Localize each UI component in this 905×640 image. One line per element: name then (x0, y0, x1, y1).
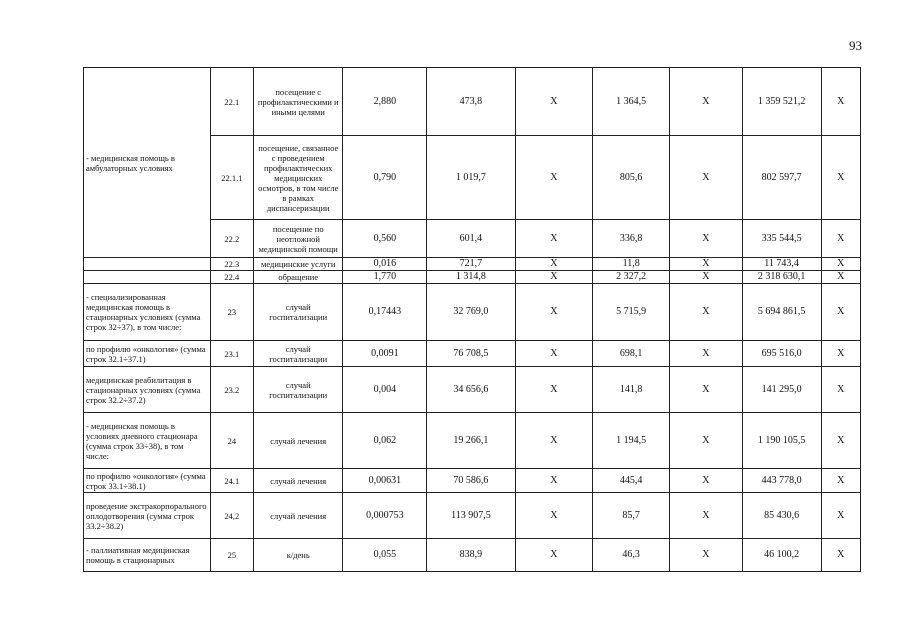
row-code: 25 (210, 539, 254, 572)
row-value-4: 1 364,5 (593, 68, 670, 136)
row-name: по профилю «онкология» (сумма строк 33.1÷38.1) (84, 469, 211, 493)
table-row (84, 284, 861, 341)
row-value-6: 1 359 521,2 (742, 68, 821, 136)
table-body (84, 68, 861, 572)
row-value-3: Х (515, 271, 593, 284)
row-value-1: 0,000753 (343, 493, 427, 539)
row-name: проведение экстракорпорального оплодотворения (сумма строк 33.2÷38.2) (84, 493, 211, 539)
row-value-1: 0,016 (343, 258, 427, 271)
row-name: по профилю «онкология» (сумма строк 32.1÷37.1) (84, 341, 211, 367)
row-value-3: Х (515, 284, 593, 341)
row-value-2: 721,7 (427, 258, 515, 271)
row-value-4: 141,8 (593, 367, 670, 413)
data-table (83, 67, 861, 572)
row-unit: обращение (254, 271, 343, 284)
row-value-7: Х (821, 68, 861, 136)
row-value-7: Х (821, 341, 861, 367)
row-value-5: Х (670, 367, 743, 413)
row-value-7: Х (821, 271, 861, 284)
row-value-2: 32 769,0 (427, 284, 515, 341)
row-value-1: 2,880 (343, 68, 427, 136)
row-value-5: Х (670, 493, 743, 539)
row-code: 22.1.1 (210, 136, 254, 220)
row-unit: посещение с профилактическими и иными целями (254, 68, 343, 136)
row-value-4: 5 715,9 (593, 284, 670, 341)
row-value-4: 2 327,2 (593, 271, 670, 284)
row-value-2: 70 586,6 (427, 469, 515, 493)
row-value-7: Х (821, 493, 861, 539)
row-value-5: Х (670, 271, 743, 284)
row-value-6: 5 694 861,5 (742, 284, 821, 341)
row-value-4: 11,8 (593, 258, 670, 271)
row-code: 24,2 (210, 493, 254, 539)
row-value-2: 19 266,1 (427, 413, 515, 469)
row-value-6: 2 318 630,1 (742, 271, 821, 284)
table-row (84, 68, 861, 136)
row-unit: медицинские услуги (254, 258, 343, 271)
row-value-1: 0,062 (343, 413, 427, 469)
row-code: 22.4 (210, 271, 254, 284)
row-value-4: 85,7 (593, 493, 670, 539)
row-value-7: Х (821, 284, 861, 341)
row-value-5: Х (670, 284, 743, 341)
row-value-6: 695 516,0 (742, 341, 821, 367)
row-value-4: 336,8 (593, 220, 670, 258)
row-unit: к/день (254, 539, 343, 572)
row-value-6: 335 544,5 (742, 220, 821, 258)
row-value-4: 698,1 (593, 341, 670, 367)
row-value-1: 0,004 (343, 367, 427, 413)
row-value-7: Х (821, 539, 861, 572)
row-value-2: 1 019,7 (427, 136, 515, 220)
table-row (84, 539, 861, 572)
table-row (84, 367, 861, 413)
table-row (84, 341, 861, 367)
row-value-4: 46,3 (593, 539, 670, 572)
table-row (84, 271, 861, 284)
row-code: 22.2 (210, 220, 254, 258)
row-value-3: Х (515, 539, 593, 572)
row-name: - медицинская помощь в условиях дневного стационара (сумма строк 33÷38), в том числе: (84, 413, 211, 469)
row-value-4: 445,4 (593, 469, 670, 493)
row-name: - паллиативная медицинская помощь в стационарных (84, 539, 211, 572)
row-value-1: 0,00631 (343, 469, 427, 493)
row-value-7: Х (821, 258, 861, 271)
row-unit: случай госпитализации (254, 341, 343, 367)
row-value-2: 113 907,5 (427, 493, 515, 539)
page-number: 93 (849, 38, 862, 53)
row-code: 23.1 (210, 341, 254, 367)
row-value-2: 76 708,5 (427, 341, 515, 367)
row-value-3: Х (515, 469, 593, 493)
row-unit: случай лечения (254, 469, 343, 493)
row-value-5: Х (670, 220, 743, 258)
row-value-2: 838,9 (427, 539, 515, 572)
row-value-6: 46 100,2 (742, 539, 821, 572)
row-value-5: Х (670, 469, 743, 493)
row-value-1: 0,0091 (343, 341, 427, 367)
row-name-amb-group: - медицинская помощь в амбулаторных условиях (84, 68, 211, 258)
row-unit: случай госпитализации (254, 284, 343, 341)
row-value-1: 0,560 (343, 220, 427, 258)
row-value-1: 0,790 (343, 136, 427, 220)
row-unit: случай лечения (254, 413, 343, 469)
row-code: 24 (210, 413, 254, 469)
row-value-5: Х (670, 341, 743, 367)
row-value-1: 0,055 (343, 539, 427, 572)
row-value-1: 0,17443 (343, 284, 427, 341)
row-value-6: 141 295,0 (742, 367, 821, 413)
row-value-7: Х (821, 220, 861, 258)
row-value-5: Х (670, 413, 743, 469)
row-value-3: Х (515, 493, 593, 539)
row-value-2: 1 314,8 (427, 271, 515, 284)
row-value-4: 1 194,5 (593, 413, 670, 469)
row-value-5: Х (670, 68, 743, 136)
row-name: - специализированная медицинская помощь в стационарных условиях (сумма строк 32÷37), в том числе: (84, 284, 211, 341)
row-value-3: Х (515, 341, 593, 367)
row-value-4: 805,6 (593, 136, 670, 220)
row-code: 22.3 (210, 258, 254, 271)
row-value-3: Х (515, 136, 593, 220)
table-row (84, 493, 861, 539)
row-value-6: 443 778,0 (742, 469, 821, 493)
row-value-5: Х (670, 136, 743, 220)
row-value-3: Х (515, 367, 593, 413)
row-value-3: Х (515, 258, 593, 271)
table-row (84, 258, 861, 271)
row-unit: случай лечения (254, 493, 343, 539)
row-value-2: 601,4 (427, 220, 515, 258)
row-value-5: Х (670, 258, 743, 271)
table-row (84, 469, 861, 493)
row-value-6: 1 190 105,5 (742, 413, 821, 469)
row-code: 22.1 (210, 68, 254, 136)
row-value-7: Х (821, 469, 861, 493)
row-unit: случай госпитализации (254, 367, 343, 413)
row-value-5: Х (670, 539, 743, 572)
row-value-1: 1,770 (343, 271, 427, 284)
row-code: 23 (210, 284, 254, 341)
row-value-3: Х (515, 68, 593, 136)
row-unit: посещение, связанное с проведением профилактических медицинских осмотров, в том числе в рамках диспансеризации (254, 136, 343, 220)
row-value-7: Х (821, 413, 861, 469)
row-value-2: 473,8 (427, 68, 515, 136)
row-value-6: 802 597,7 (742, 136, 821, 220)
row-code: 23.2 (210, 367, 254, 413)
row-code: 24.1 (210, 469, 254, 493)
row-value-7: Х (821, 367, 861, 413)
table-row (84, 413, 861, 469)
row-value-6: 85 430,6 (742, 493, 821, 539)
row-value-3: Х (515, 413, 593, 469)
row-name: медицинская реабилитация в стационарных условиях (сумма строк 32.2÷37.2) (84, 367, 211, 413)
row-value-3: Х (515, 220, 593, 258)
row-value-2: 34 656,6 (427, 367, 515, 413)
row-unit: посещение по неотложной медицинской помощи (254, 220, 343, 258)
row-name (84, 258, 211, 271)
row-value-6: 11 743,4 (742, 258, 821, 271)
row-value-7: Х (821, 136, 861, 220)
row-name (84, 271, 211, 284)
